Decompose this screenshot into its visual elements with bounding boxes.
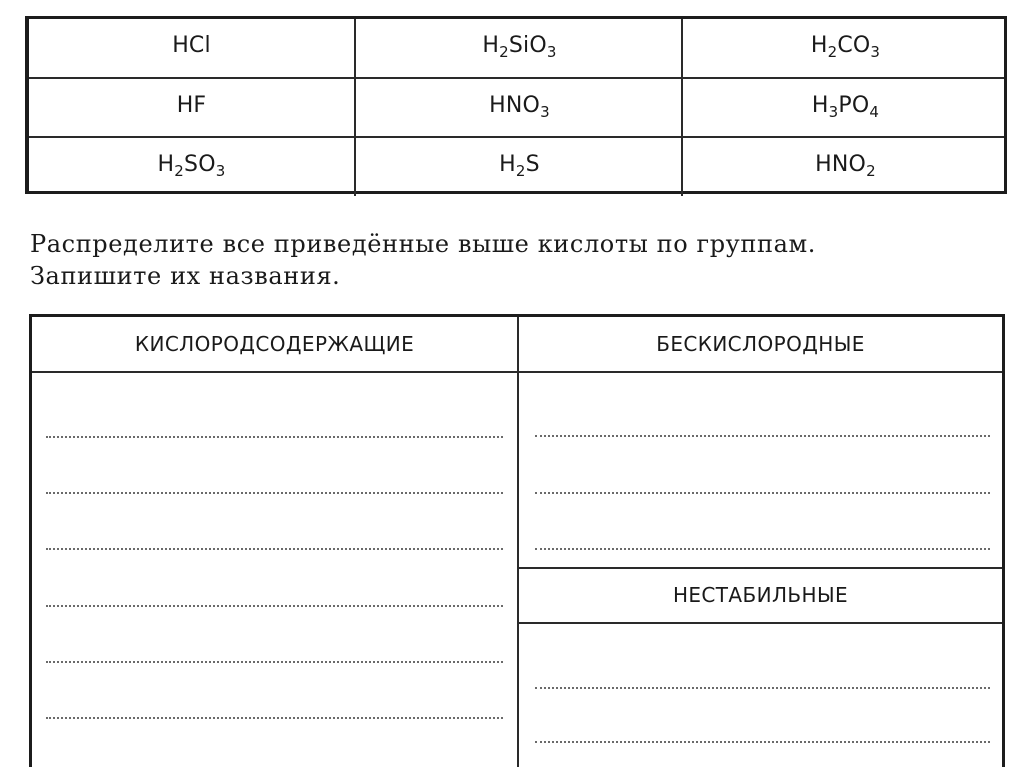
subscript: 2	[499, 43, 509, 61]
formula-row	[29, 77, 1004, 137]
acid-formula-table	[25, 16, 1007, 194]
formula-cell: $H_2SiO_3$	[354, 19, 683, 77]
subscript: 3	[870, 43, 881, 61]
formula-row	[29, 19, 1004, 77]
instruction-line-2: Запишите их названия.	[30, 262, 341, 290]
header-divider	[32, 371, 517, 373]
subscript: 2	[866, 162, 876, 180]
subscript: 2	[174, 162, 185, 180]
answer-line-oxygen-containing[interactable]	[46, 717, 503, 719]
formula-cell: $H_3PO_4$	[681, 79, 1008, 137]
subscript: 3	[540, 103, 550, 121]
answer-line-oxygen-containing[interactable]	[46, 436, 503, 438]
formula-cell: HCl	[172, 33, 211, 58]
subscript: 2	[515, 162, 526, 180]
answer-line-oxygen-free[interactable]	[535, 492, 990, 494]
formula-cell: HF	[176, 93, 207, 118]
header-oxygen-containing: КИСЛОРОДСОДЕРЖАЩИЕ	[134, 332, 415, 356]
subscript: 2	[827, 43, 838, 61]
answer-line-oxygen-containing[interactable]	[46, 661, 503, 663]
formula-cell: $HNO_3$	[354, 79, 683, 137]
subscript: 3	[546, 43, 557, 61]
header-unstable: НЕСТАБИЛЬНЫЕ	[672, 583, 849, 607]
answer-line-oxygen-containing[interactable]	[46, 548, 503, 550]
header-divider	[519, 371, 1002, 373]
answer-line-oxygen-free[interactable]	[535, 435, 990, 437]
subscript: 3	[828, 103, 839, 121]
subscript: 3	[215, 162, 226, 180]
answer-line-unstable[interactable]	[535, 687, 990, 689]
answer-line-unstable[interactable]	[535, 741, 990, 743]
task-instruction	[30, 228, 1010, 292]
answer-line-oxygen-containing[interactable]	[46, 605, 503, 607]
answer-line-oxygen-free[interactable]	[535, 548, 990, 550]
formula-row	[29, 136, 1004, 196]
formula-cell: $H_2S$	[354, 138, 683, 196]
column-divider	[517, 317, 519, 767]
answer-line-oxygen-containing[interactable]	[46, 492, 503, 494]
formula-cell: $H_2SO_3$	[157, 152, 226, 180]
header-divider	[519, 622, 1002, 624]
instruction-line-1: Распределите все приведённые выше кислоты по группам.	[30, 230, 816, 258]
formula-cell: $HNO_2$	[681, 138, 1008, 196]
acid-grouping-table	[29, 314, 1005, 767]
subscript: 4	[869, 103, 880, 121]
header-oxygen-free: БЕСКИСЛОРОДНЫЕ	[656, 332, 865, 356]
formula-cell: $H_2CO_3$	[681, 19, 1008, 77]
